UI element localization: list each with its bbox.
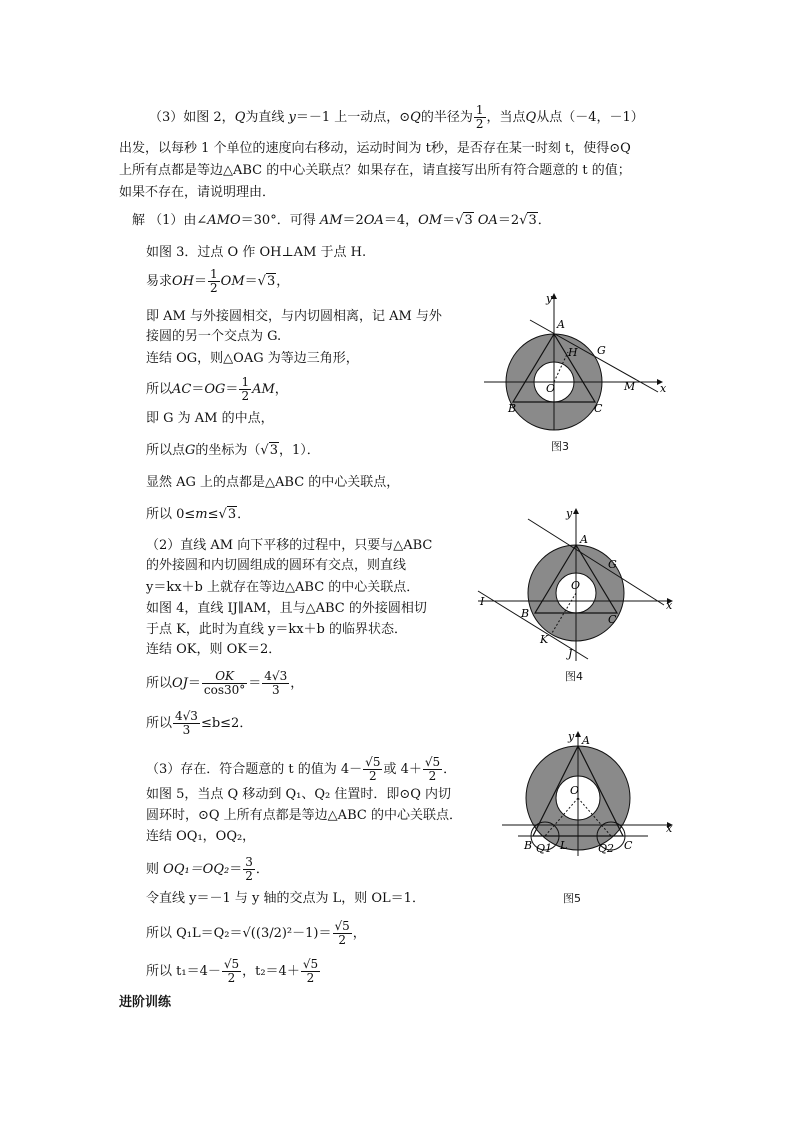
part2-line4: 如图 4，直线 IJ∥AM，且与△ABC 的外接圆相切 <box>146 601 427 616</box>
label-o: O <box>570 784 580 797</box>
part2-line2: 的外接圆和内切圆组成的圆环有交点，则直线 <box>146 558 407 573</box>
section-title: 进阶训练 <box>119 995 172 1010</box>
problem3-line3: 上所有点都是等边△ABC 的中心关联点？如果存在，请直接写出所有符合题意的 t 的值； <box>119 163 631 178</box>
label-x: x <box>666 599 673 612</box>
label-x: x <box>660 382 667 395</box>
solution-line11: 所以 0≤m≤√3． <box>146 507 251 522</box>
part3-line2: 如图 5，当点 Q 移动到 Q₁、Q₂ 住置时．即⊙Q 内切 <box>146 787 452 802</box>
label-a: A <box>580 533 588 546</box>
fraction: $\frac{1}{2}$ <box>241 375 250 403</box>
problem3-line4: 如果不存在，请说明理由． <box>119 185 276 200</box>
label-l: L <box>560 839 568 852</box>
label-m: M <box>624 380 636 393</box>
label-c: C <box>624 839 633 852</box>
solution-line2: 如图 3．过点 O 作 OH⊥AM 于点 H. <box>146 245 367 260</box>
fraction: $\frac{1}{2}$ <box>475 103 484 131</box>
figure-5-caption: 图5 <box>563 892 581 905</box>
label-j: J <box>568 647 573 660</box>
solution-line3: 易求OH＝ $\frac{1}{2}$ OM＝√3， <box>146 267 290 295</box>
label-b: B <box>521 607 530 620</box>
part3-line3: 圆环时，⊙Q 上所有点都是等边△ABC 的中心关联点． <box>146 808 462 823</box>
fraction: $\frac{4√3}{3}$ <box>264 669 288 697</box>
solution-line8: 即 G 为 AM 的中点， <box>146 411 274 426</box>
part2-line5: 于点 K，此时为直线 y＝kx＋b 的临界状态． <box>146 622 407 637</box>
figure-5 <box>498 728 678 858</box>
part2-line6: 连结 OK，则 OK＝2． <box>146 642 282 657</box>
label-q1: Q1 <box>536 842 553 855</box>
figure-4-caption: 图4 <box>565 670 583 683</box>
part3-line7: 所以 Q₁L＝Q₂＝√((3/2)²－1)＝ $\frac{√5}{2}$ ， <box>146 919 366 947</box>
label-c: C <box>608 613 617 626</box>
part2-line3: y＝kx＋b 上就存在等边△ABC 的中心关联点． <box>146 580 420 595</box>
part3-line8: 所以 t₁＝4－ $\frac{√5}{2}$ ，t₂＝4＋ $\frac{√5}{2}$ <box>146 957 319 985</box>
fraction: $\frac{OK}{\cos 30^\circ}$ <box>203 669 246 697</box>
fraction: $\frac{1}{2}$ <box>210 267 218 295</box>
label-g: G <box>608 558 617 571</box>
label-i: I <box>480 595 485 608</box>
label-y: y <box>568 730 575 743</box>
fraction: $\frac{√5}{2}$ <box>223 957 240 985</box>
fraction: $\frac{3}{2}$ <box>245 855 253 883</box>
solution-line10: 显然 AG 上的点都是△ABC 的中心关联点， <box>146 475 400 490</box>
fraction: $\frac{4√3}{3}$ <box>175 709 198 737</box>
label-q2: Q2 <box>598 842 615 855</box>
solution-line7: 所以AC＝OG＝ $\frac{1}{2}$ AM， <box>146 375 288 403</box>
part2-line8: 所以 $\frac{4√3}{3}$ ≤b≤2． <box>146 709 253 737</box>
figure-3 <box>480 290 670 435</box>
fraction: $\frac{√5}{2}$ <box>424 755 441 783</box>
solution-line6: 连结 OG，则△OAG 为等边三角形， <box>146 351 359 366</box>
label-b: B <box>508 402 517 415</box>
label-y: y <box>546 292 553 305</box>
solution-line4: 即 AM 与外接圆相交，与内切圆相离，记 AM 与外 <box>146 309 442 324</box>
label-o: O <box>571 579 581 592</box>
solution-line5: 接圆的另一个交点为 G. <box>146 329 282 344</box>
figure-3-caption: 图3 <box>551 440 569 453</box>
problem3-line2: 出发，以每秒 1 个单位的速度向右移动，运动时间为 t秒，是否存在某一时刻 t，使得⊙Q <box>119 141 631 156</box>
label-o: O <box>546 382 556 395</box>
solution-line9: 所以点G的坐标为（√3，1）． <box>146 443 320 458</box>
label-g: G <box>597 344 606 357</box>
part3-line4: 连结 OQ₁，OQ₂， <box>146 829 256 844</box>
figure-4 <box>468 505 678 665</box>
part3-line6: 令直线 y＝－1 与 y 轴的交点为 L，则 OL＝1． <box>146 891 425 906</box>
label-c: C <box>594 402 603 415</box>
label-h: H <box>568 346 578 359</box>
label-y: y <box>566 507 573 520</box>
fraction: $\frac{√5}{2}$ <box>334 919 350 947</box>
fraction: $\frac{√5}{2}$ <box>365 755 381 783</box>
solution-line1: 解 （1）由∠AMO＝30°．可得 AM＝2OA＝4，OM＝√3 OA＝2√3． <box>132 213 551 228</box>
label-a: A <box>582 734 590 747</box>
part3-line1: （3）存在．符合题意的 t 的值为 4－ $\frac{√5}{2}$ 或 4＋ $\frac{√5}{2}$ ． <box>146 755 457 783</box>
part2-line7: 所以OJ＝ $\frac{OK}{\cos 30^\circ}$ ＝ $\frac{4√3}{3}$ ， <box>146 669 304 697</box>
label-a: A <box>557 318 565 331</box>
part3-line5: 则 OQ₁＝OQ₂＝ $\frac{3}{2}$ ． <box>146 855 269 883</box>
label-x: x <box>666 822 673 835</box>
fraction: $\frac{√5}{2}$ <box>302 957 319 985</box>
label-k: K <box>540 633 549 646</box>
label-b: B <box>524 839 533 852</box>
part2-line1: （2）直线 AM 向下平移的过程中，只要与△ABC <box>146 538 433 553</box>
problem3-line1: （3）如图 2，Q为直线 y＝－1 上一动点，⊙Q的半径为 $\frac{1}{2}$ ，当点Q从点（－4，－1） <box>149 103 644 131</box>
